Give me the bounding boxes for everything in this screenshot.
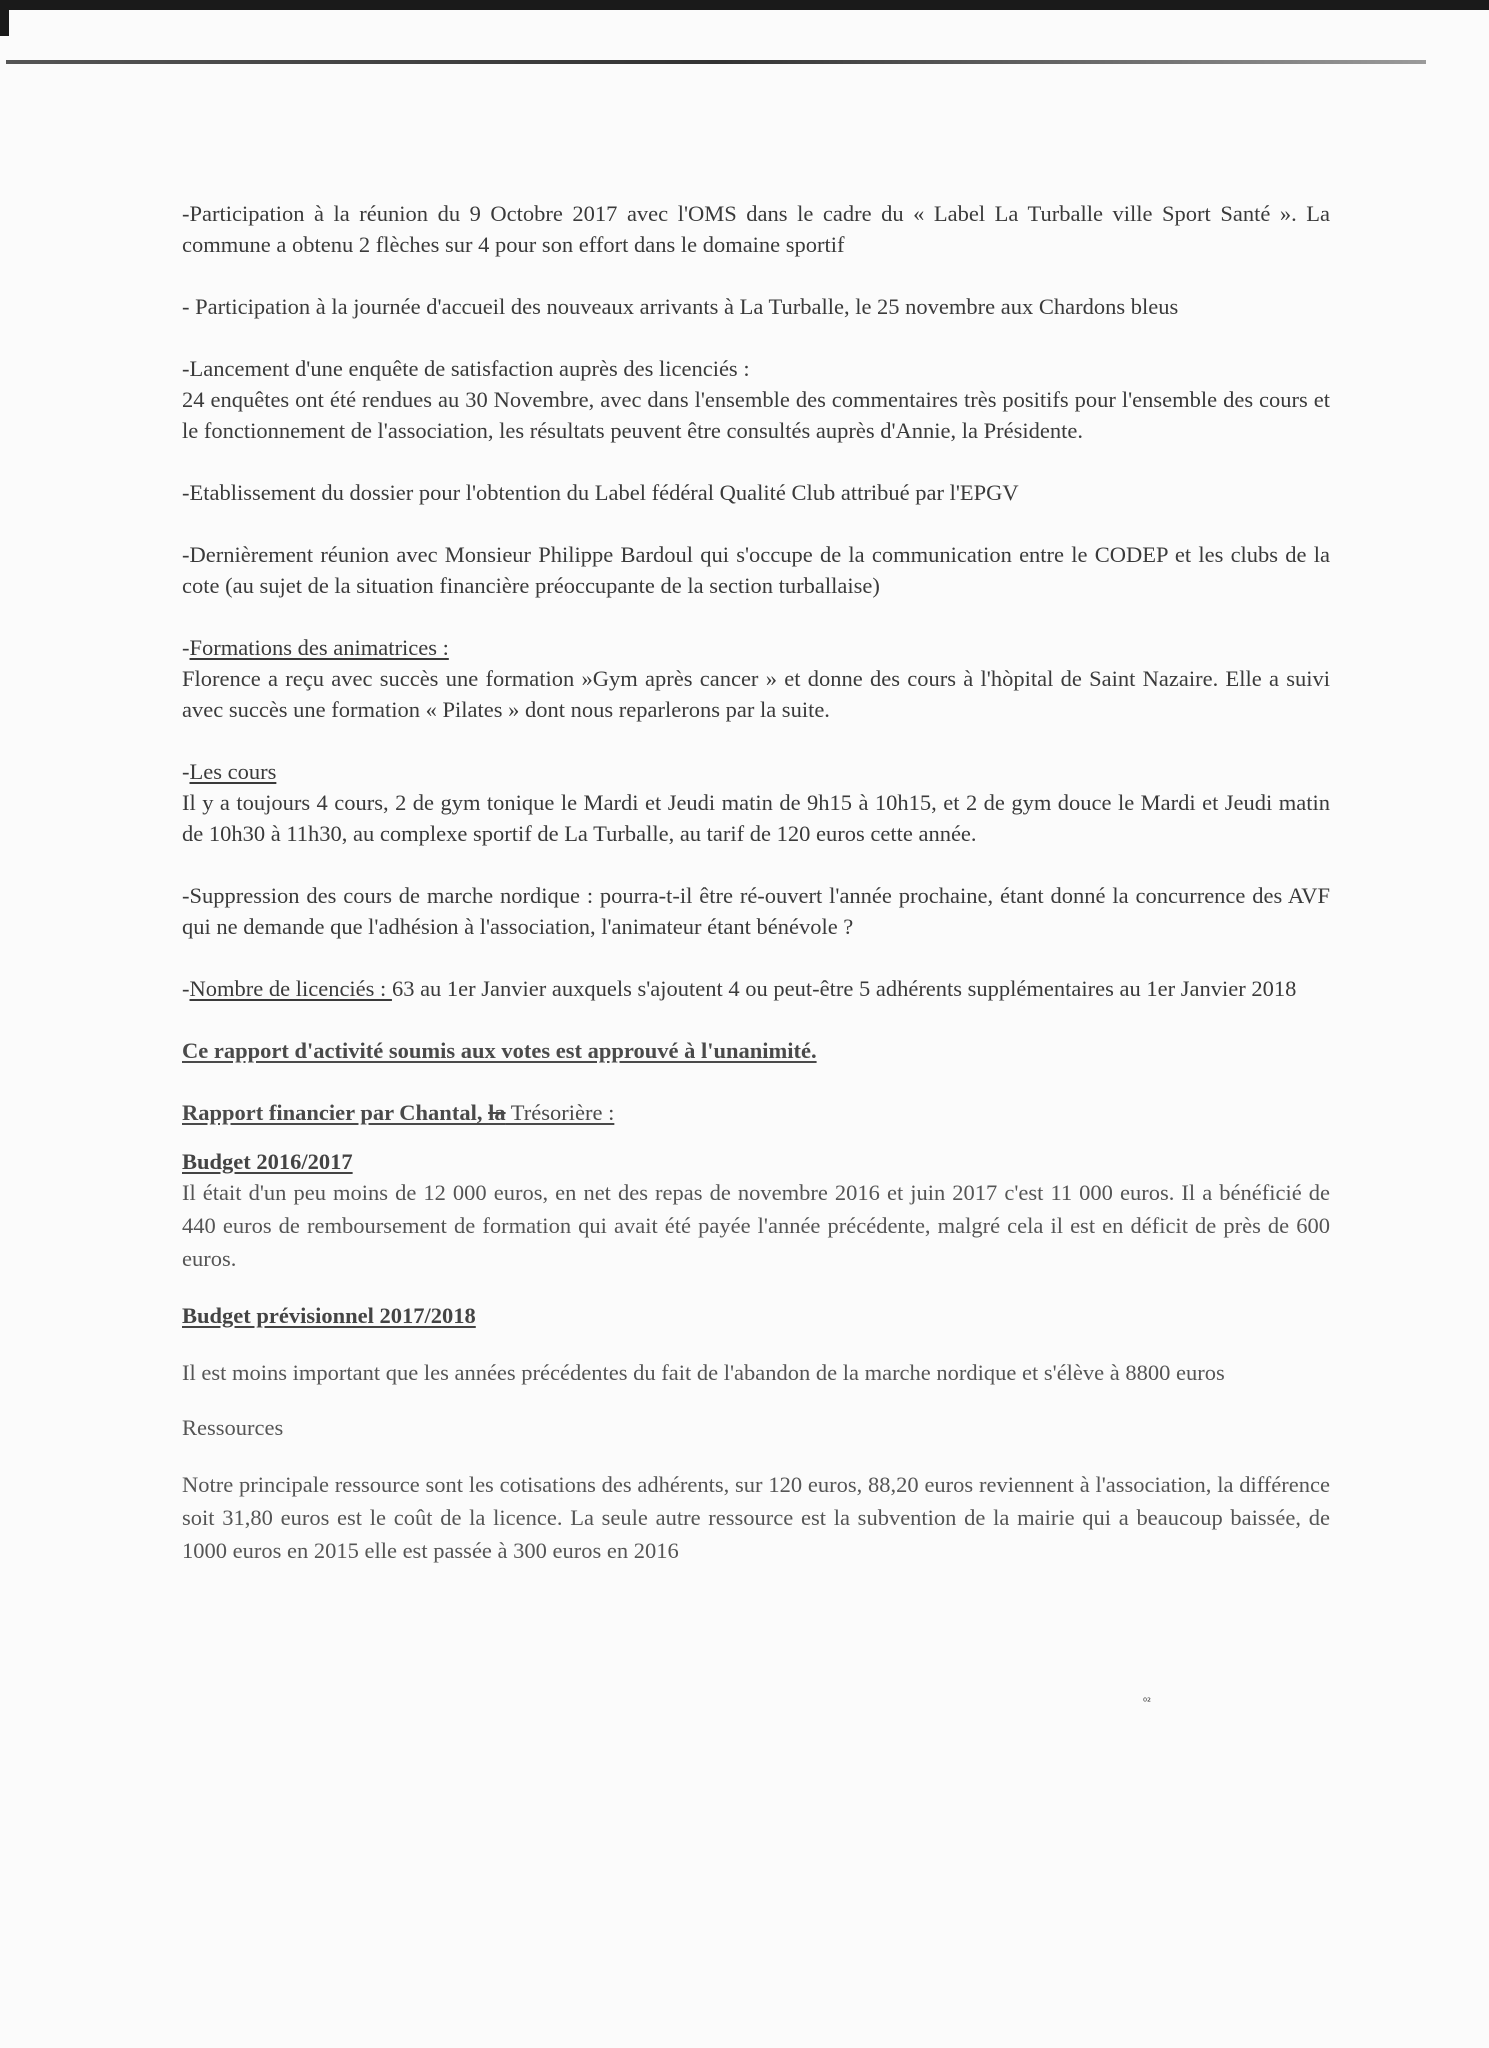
- item-text: Il y a toujours 4 cours, 2 de gym tonique le Mardi et Jeudi matin de 9h15 à 10h15, et 2 de gym douce le Mardi et Jeudi matin de 10h30 à 11h30, au complexe sportif de La Turballe, au tarif de 120 euros cette année.: [182, 790, 1330, 846]
- item-prefix: -: [182, 635, 190, 660]
- resources-section: [182, 1411, 1330, 1567]
- budget-2016-title: Budget 2016/2017: [182, 1149, 353, 1174]
- approval-statement: [182, 1035, 1330, 1066]
- item-heading: Formations des animatrices :: [189, 635, 449, 660]
- budget-2017-section: [182, 1299, 1330, 1389]
- item-prefix: -: [182, 976, 190, 1001]
- financial-heading: [182, 1097, 1330, 1128]
- document-page: [182, 198, 1330, 1567]
- header-rule: [6, 60, 1426, 64]
- item-heading: -Lancement d'une enquête de satisfaction auprès des licenciés :: [182, 356, 750, 381]
- item-text: -Participation à la réunion du 9 Octobre 2017 avec l'OMS dans le cadre du « Label La Turballe ville Sport Santé ». La commune a obtenu 2 flèches sur 4 pour son effort dans le domaine sportif: [182, 201, 1330, 257]
- budget-2016-text: Il était d'un peu moins de 12 000 euros, en net des repas de novembre 2016 et juin 2017 c'est 11 000 euros. Il a bénéficié de 440 euros de remboursement de formation qui avait été payée l'année précédente, malgré cela il est en déficit de près de 600 euros.: [182, 1180, 1330, 1271]
- item-quality-label: [182, 477, 1330, 508]
- item-nordic-walking: [182, 880, 1330, 942]
- budget-2016-section: [182, 1148, 1330, 1275]
- item-text-line: [182, 973, 1330, 1004]
- struck-word: la: [488, 1100, 506, 1125]
- item-text: 24 enquêtes ont été rendues au 30 Novembre, avec dans l'ensemble des commentaires très positifs pour l'ensemble des cours et le fonctionnement de l'association, les résultats peuvent être consultés auprès d'Annie, la Présidente.: [182, 387, 1330, 443]
- item-heading-line: [182, 632, 1330, 663]
- financial-report-heading: [182, 1097, 1330, 1128]
- budget-2017-text: Il est moins important que les années précédentes du fait de l'abandon de la marche nordique et s'élève à 8800 euros: [182, 1360, 1225, 1385]
- approval-text: Ce rapport d'activité soumis aux votes est approuvé à l'unanimité.: [182, 1038, 817, 1063]
- item-text: -Etablissement du dossier pour l'obtention du Label fédéral Qualité Club attribué par l'EPGV: [182, 480, 1019, 505]
- item-text: - Participation à la journée d'accueil des nouveaux arrivants à La Turballe, le 25 novembre aux Chardons bleus: [182, 294, 1179, 319]
- item-text: -Dernièrement réunion avec Monsieur Philippe Bardoul qui s'occupe de la communication entre le CODEP et les clubs de la cote (au sujet de la situation financière préoccupante de la section turballaise): [182, 542, 1330, 598]
- scan-edge-top: [0, 0, 1489, 10]
- financial-heading-text: Rapport financier par Chantal,: [182, 1100, 489, 1125]
- item-trainings: [182, 632, 1330, 725]
- item-text: -Suppression des cours de marche nordique : pourra-t-il être ré-ouvert l'année prochaine, étant donné la concurrence des AVF qui ne demande que l'adhésion à l'association, l'animateur étant bénévole ?: [182, 883, 1330, 939]
- financial-section: [182, 1148, 1330, 1567]
- stray-ink-mark: ⁰²: [1143, 1697, 1152, 1708]
- item-heading: Nombre de licenciés :: [189, 976, 392, 1001]
- item-text: 63 au 1er Janvier auxquels s'ajoutent 4 ou peut-être 5 adhérents supplémentaires au 1er Janvier 2018: [391, 976, 1297, 1001]
- item-heading-line: [182, 756, 1330, 787]
- budget-2017-title: Budget prévisionnel 2017/2018: [182, 1303, 476, 1328]
- item-members-count: [182, 973, 1330, 1004]
- item-heading: Les cours: [189, 759, 277, 784]
- item-courses: [182, 756, 1330, 849]
- scan-edge-left: [0, 0, 9, 36]
- item-codep-meeting: [182, 539, 1330, 601]
- resources-text: Notre principale ressource sont les cotisations des adhérents, sur 120 euros, 88,20 euros reviennent à l'association, la différence soit 31,80 euros est le coût de la licence. La seule autre ressource est la subvention de la mairie qui a beaucoup baissée, de 1000 euros en 2015 elle est passée à 300 euros en 2016: [182, 1472, 1330, 1563]
- item-oms-meeting: [182, 198, 1330, 260]
- item-prefix: -: [182, 759, 190, 784]
- item-welcome-day: [182, 291, 1330, 322]
- resources-title: Ressources: [182, 1415, 284, 1440]
- item-text: Florence a reçu avec succès une formation »Gym après cancer » et donne des cours à l'hòpital de Saint Nazaire. Elle a suivi avec succès une formation « Pilates » dont nous reparlerons par la suite.: [182, 666, 1330, 722]
- item-satisfaction-survey: [182, 353, 1330, 446]
- financial-heading-title: Trésorière :: [505, 1100, 615, 1125]
